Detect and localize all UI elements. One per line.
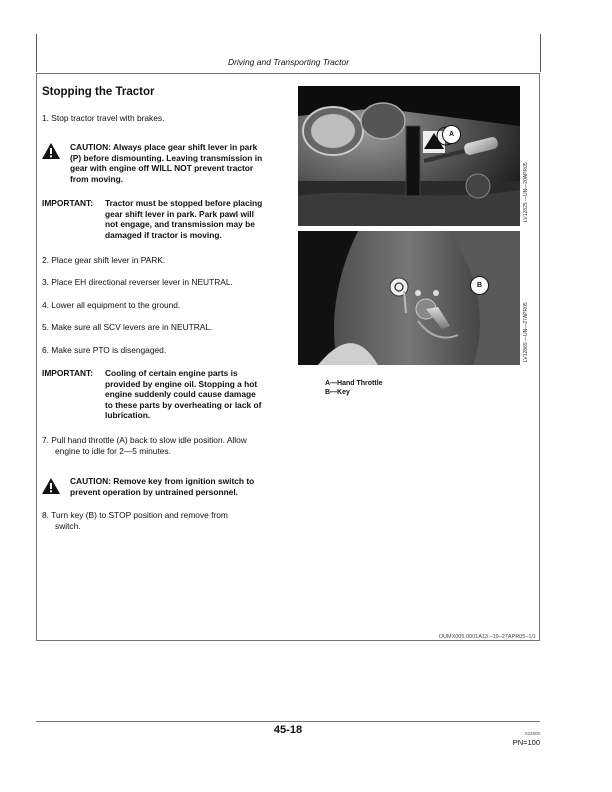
figure-2-code: LV12869 —UN—27APR05: [523, 302, 529, 362]
pn-label: PN=100: [512, 738, 540, 747]
warning-icon: [42, 478, 60, 494]
figure-1-code: LV12825 —UN—20APR05: [523, 162, 529, 222]
document-code: OUMX005,0001A13 –19–27APR05–1/1: [438, 634, 536, 640]
step-2: 2. Place gear shift lever in PARK.: [42, 255, 166, 265]
important-2-text: Cooling of certain engine parts is provided by engine oil. Stopping a hot engine suddenly could cause damage to these parts by overheating or lack of lubrication.: [105, 368, 262, 421]
page-number: 45-18: [273, 724, 303, 736]
step-7: 7. Pull hand throttle (A) back to slow idle position. Allow engine to idle for 2—5 minutes.: [42, 435, 247, 456]
important-1-label: IMPORTANT:: [42, 198, 94, 208]
step-4: 4. Lower all equipment to the ground.: [42, 300, 181, 310]
step-5: 5. Make sure all SCV levers are in NEUTRAL.: [42, 322, 213, 332]
important-2-label: IMPORTANT:: [42, 368, 94, 378]
hand-throttle-photo: [298, 86, 520, 226]
warning-icon: [42, 143, 60, 159]
page-title: Stopping the Tractor: [42, 86, 155, 98]
step-3: 3. Place EH directional reverser lever in NEUTRAL.: [42, 277, 233, 287]
legend-a: A—Hand Throttle: [325, 380, 383, 387]
bottom-rule: [36, 721, 540, 722]
ignition-key-photo: [298, 231, 520, 365]
caution-2: CAUTION: Remove key from ignition switch to prevent operation by untrained personnel.: [70, 476, 255, 497]
step-8: 8. Turn key (B) to STOP position and remove from switch.: [42, 510, 228, 531]
callout-a: A: [442, 125, 461, 144]
caution-1: CAUTION: Always place gear shift lever in park (P) before dismounting. Leaving transmission in gear with engine off WILL NOT prevent tractor from moving.: [70, 142, 263, 184]
pn-code: 022808: [524, 731, 540, 736]
important-1-text: Tractor must be stopped before placing gear shift lever in park. Park pawl will not engage, and transmission may be damaged if tractor is moving.: [105, 198, 263, 240]
step-1: 1. Stop tractor travel with brakes.: [42, 113, 165, 123]
callout-b: B: [470, 276, 489, 295]
section-header: Driving and Transporting Tractor: [227, 57, 350, 67]
legend-b: B—Key: [325, 389, 350, 396]
step-6: 6. Make sure PTO is disengaged.: [42, 345, 167, 355]
